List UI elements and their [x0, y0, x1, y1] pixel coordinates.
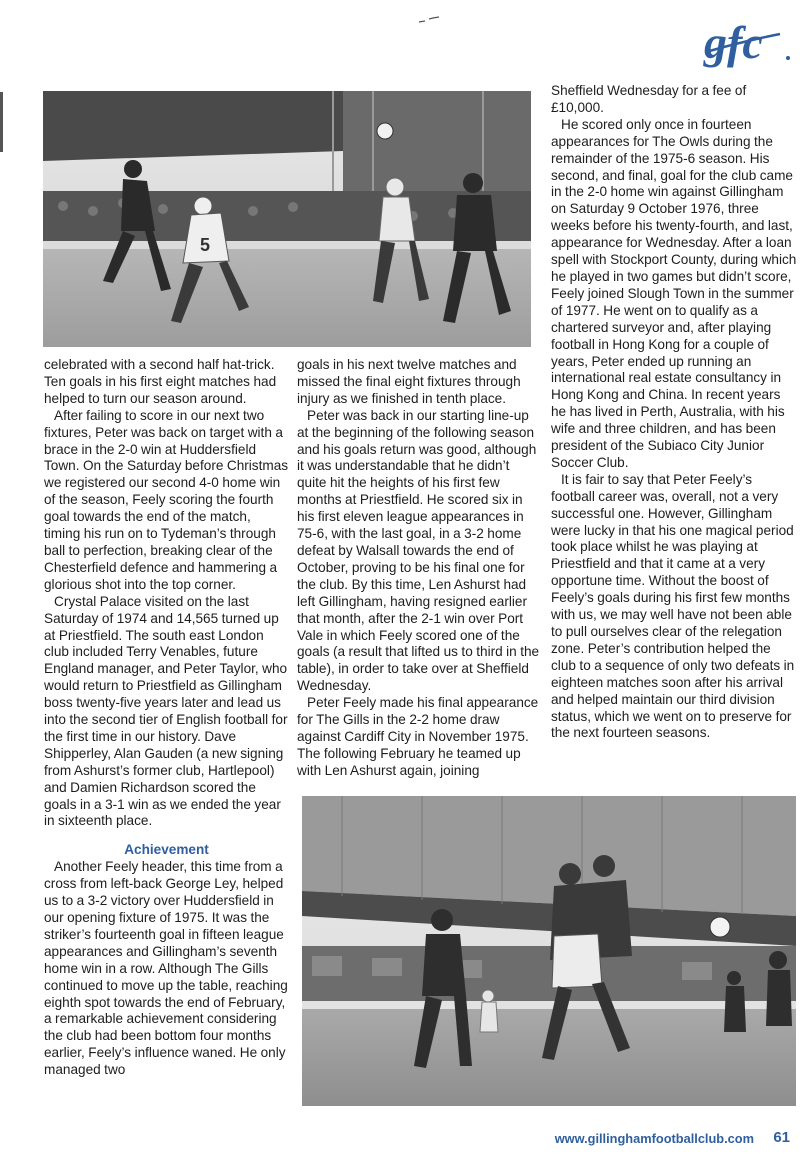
binding-shadow	[0, 92, 3, 152]
paragraph: Another Feely header, this time from a cross from left-back George Ley, helped us to a 3-2 victory over Huddersfield in our opening fixture of 1975. It was the striker’s fourteenth goal in fifteen league appearances and Gillingham’s seventh home win in a row. Although The Gills continued to move up the table, reaching eighth spot towards the end of February, a remarkable achievement considering the club had been bottom four months earlier, Feely’s influence waned. He only managed two	[44, 859, 288, 1078]
section-heading: Achievement	[124, 842, 209, 858]
paragraph: goals in his next twelve matches and missed the final eight fixtures through injury as we finished in tenth place.	[297, 357, 521, 406]
footer-url: www.gillinghamfootballclub.com	[554, 1131, 754, 1146]
paragraph: Peter was back in our starting line-up at the beginning of the following season and his goals return was good, although it was understandable that he didn’t quite hit the heights of his first few months at Priestfield. He scored six in his first eleven league appearances in 75-6, with the last goal, in a 3-2 home defeat by Walsall towards the end of October, proving to be his final one for the club. By this time, Len Ashurst had left Gillingham, having resigned earlier that month, after the 2-1 win over Port Vale in which Feely scored one of the goals (a result that lifted us to third in the table), in order to take over at Sheffield Wednesday.	[297, 407, 540, 694]
shirt-number: 5	[200, 235, 211, 255]
page-number: 61	[773, 1129, 790, 1146]
paragraph: After failing to score in our next two fixtures, Peter was back on target with a brace in the 2-0 win at Huddersfield Town. On the Saturday before Christmas we registered our second 4-0 home win of the season, Feely scoring the fourth goal towards the end of the match, timing his run on to Tydeman’s through ball to perfection, breaking clear of the Chesterfield defence and hammering a glorious shot into the top corner.	[44, 407, 289, 592]
paragraph: celebrated with a second half hat-trick. Ten goals in his first eight matches had helped to turn our season around.	[44, 357, 277, 406]
print-speck	[417, 16, 447, 24]
logo-monogram: gfc	[704, 17, 763, 68]
club-logo	[700, 12, 795, 72]
paragraph: Peter Feely made his final appearance for The Gills in the 2-2 home draw against Cardiff City in November 1975. The following February he teamed up with Len Ashurst again, joining	[297, 695, 539, 778]
article-column-2	[297, 357, 542, 780]
paragraph: He scored only once in fourteen appearances for The Owls during the remainder of the 1975-6 season. His second, and final, goal for the club came in the 2-0 home win against Gillingham on Saturday 9 October 1976, three weeks before his twenty-fourth, and last, appearance for Wednesday. After a loan spell with Stockport County, during which he played in two games but didn’t score, Feely joined Slough Town in the summer of 1977. He went on to qualify as a chartered surveyor and, after playing football in Hong Kong for a couple of years, Peter ended up running an international real estate consultancy in Hong Kong and China. In recent years he has lived in Perth, Australia, with his wife and three children, and has been president of the Subiaco City Junior Soccer Club.	[551, 116, 797, 470]
article-column-3	[551, 83, 799, 742]
paragraph: Crystal Palace visited on the last Saturday of 1974 and 14,565 turned up at Priestfield. The south east London club included Terry Venables, future England manager, and Peter Taylor, who would return to Priestfield as Gillingham boss twenty-five years later and lead us into the second tier of English football for the first time in our history. Dave Shipperley, Alan Gauden (a new signing from Ashurst’s former club, Hartlepool) and Damien Richardson scored the goals in a 3-1 win as we ended the year in sixteenth place.	[44, 593, 288, 829]
article-column-1	[44, 357, 289, 1079]
match-photo-bottom	[302, 796, 796, 1106]
paragraph: Sheffield Wednesday for a fee of £10,000.	[551, 83, 747, 115]
match-photo-top	[43, 91, 531, 347]
paragraph: It is fair to say that Peter Feely’s football career was, overall, not a very successful one. However, Gillingham were lucky in that his one magical period took place whilst he was playing at Priestfield and that it came at a very opportune time. Without the boost of Feely’s goals during his first few months with us, we may well have not been able to pull ourselves clear of the relegation zone. Peter’s contribution helped the club to a sequence of only two defeats in eighteen matches soon after his arrival and helped maintain our third division status, which we went on to preserve for the next fourteen seasons.	[551, 471, 795, 741]
